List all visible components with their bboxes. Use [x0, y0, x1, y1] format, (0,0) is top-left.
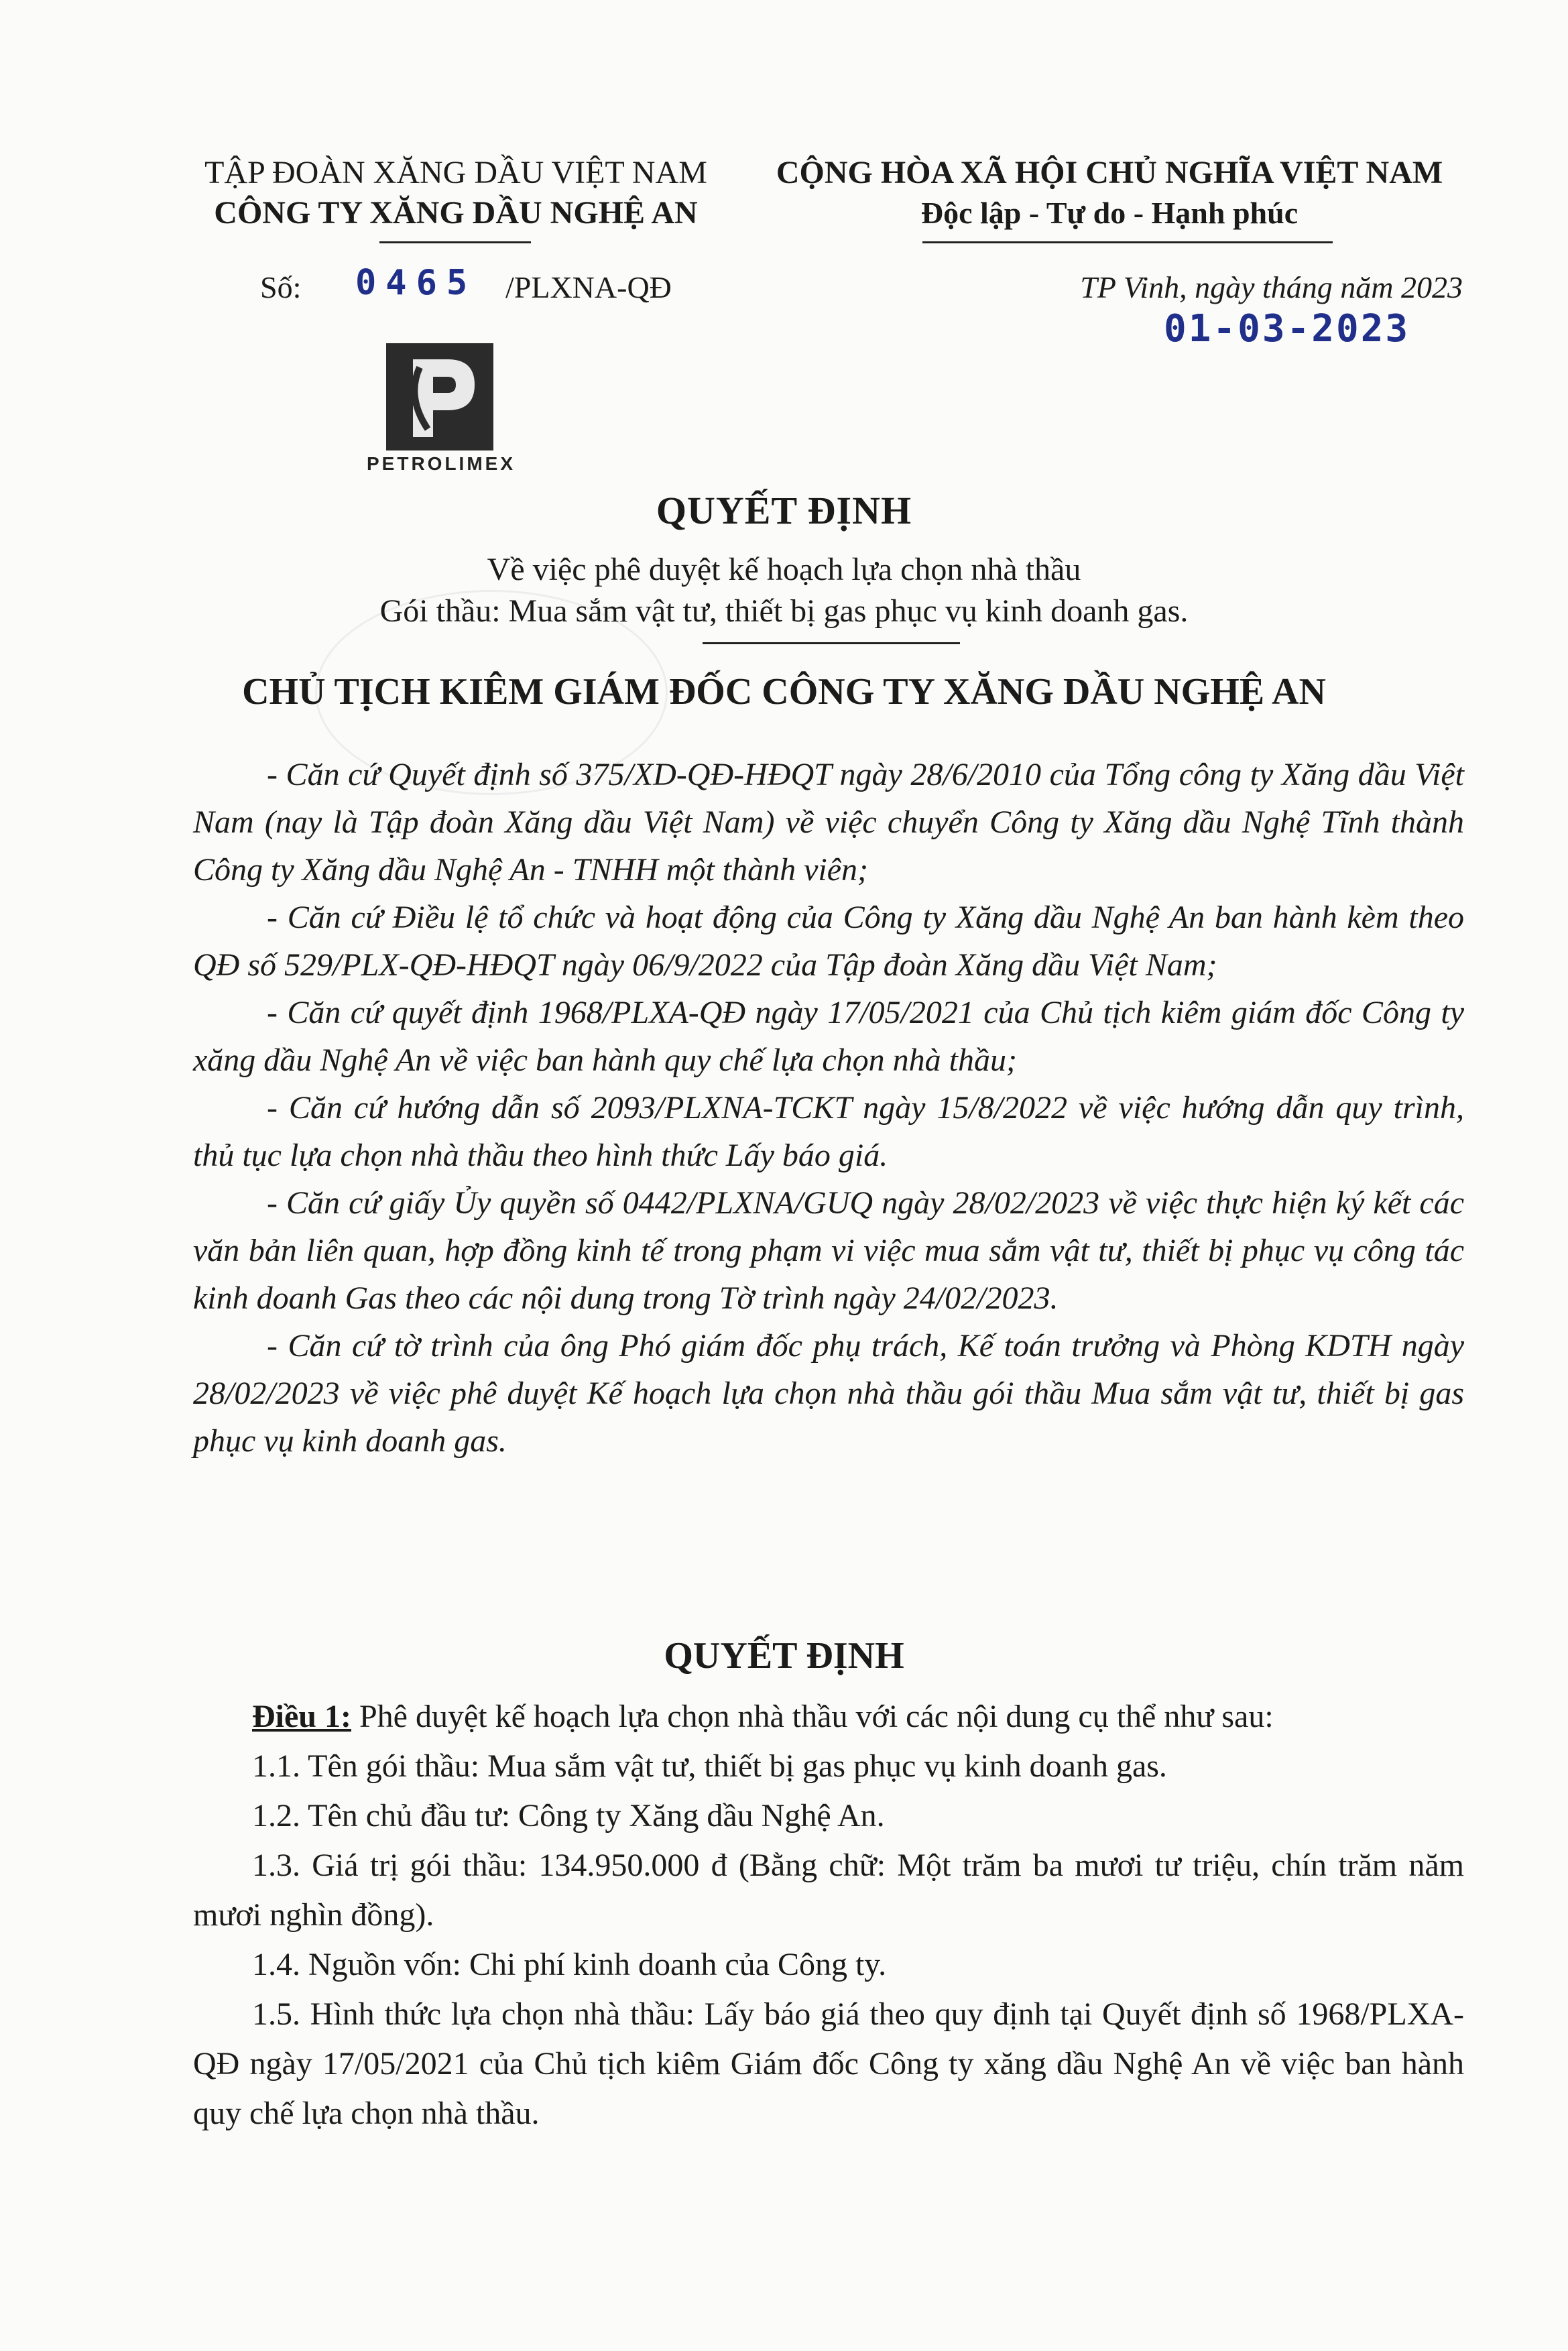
document-number-suffix: /PLXNA-QĐ: [505, 270, 672, 304]
issuing-organization: [161, 153, 751, 233]
country-name: CỘNG HÒA XÃ HỘI CHỦ NGHĨA VIỆT NAM: [776, 155, 1443, 190]
document-number-stamp: 0465: [355, 263, 477, 303]
company-name: CÔNG TY XĂNG DẦU NGHỆ AN: [214, 195, 698, 231]
petrolimex-logo-icon: [386, 343, 493, 450]
place-and-date: TP Vinh, ngày tháng năm 2023: [1080, 270, 1463, 304]
decision-heading: QUYẾT ĐỊNH: [664, 1635, 904, 1677]
header-left-underline: [379, 241, 531, 243]
article-item: 1.3. Giá trị gói thầu: 134.950.000 đ (Bằng chữ: Một trăm ba mươi tư triệu, chín trăm năm mươi nghìn đồng).: [193, 1848, 1464, 1933]
date-stamp: 01-03-2023: [1164, 307, 1410, 351]
document-title: QUYẾT ĐỊNH: [656, 489, 912, 532]
article-item: 1.1. Tên gói thầu: Mua sắm vật tư, thiết bị gas phục vụ kinh doanh gas.: [252, 1748, 1167, 1784]
article-1-intro: [193, 1692, 1464, 1742]
parent-organization: TẬP ĐOÀN XĂNG DẦU VIỆT NAM: [204, 155, 707, 190]
legal-basis-item: - Căn cứ hướng dẫn số 2093/PLXNA-TCKT ngày 15/8/2022 về việc hướng dẫn quy trình, thủ tục lựa chọn nhà thầu theo hình thức Lấy báo giá.: [193, 1090, 1464, 1173]
article-item: 1.4. Nguồn vốn: Chi phí kinh doanh của Công ty.: [252, 1947, 887, 1982]
legal-bases: [193, 751, 1464, 1465]
national-motto: [744, 153, 1475, 233]
article-item: 1.2. Tên chủ đầu tư: Công ty Xăng dầu Nghệ An.: [252, 1798, 885, 1833]
document-subject-line2: Gói thầu: Mua sắm vật tư, thiết bị gas phục vụ kinh doanh gas.: [379, 593, 1189, 629]
legal-basis-item: - Căn cứ tờ trình của ông Phó giám đốc phụ trách, Kế toán trưởng và Phòng KDTH ngày 28/02/2023 về việc phê duyệt Kế hoạch lựa chọn nhà thầu gói thầu Mua sắm vật tư, thiết bị gas phục vụ kinh doanh gas.: [193, 1328, 1464, 1459]
legal-basis-item: - Căn cứ quyết định 1968/PLXA-QĐ ngày 17/05/2021 của Chủ tịch kiêm giám đốc Công ty xăng dầu Nghệ An về việc ban hành quy chế lựa chọn nhà thầu;: [193, 995, 1464, 1078]
legal-basis-item: - Căn cứ Điều lệ tổ chức và hoạt động của Công ty Xăng dầu Nghệ An ban hành kèm theo QĐ số 529/PLX-QĐ-HĐQT ngày 06/9/2022 của Tập đoàn Xăng dầu Việt Nam;: [193, 900, 1464, 983]
header-right-underline: [922, 241, 1333, 243]
motto: Độc lập - Tự do - Hạnh phúc: [920, 196, 1299, 230]
article-item: 1.5. Hình thức lựa chọn nhà thầu: Lấy báo giá theo quy định tại Quyết định số 1968/PLXA-QĐ ngày 17/05/2021 của Chủ tịch kiêm Giám đốc Công ty xăng dầu Nghệ An về việc ban hành quy chế lựa chọn nhà thầu.: [193, 1996, 1464, 2131]
article-1-text: Phê duyệt kế hoạch lựa chọn nhà thầu với các nội dung cụ thể như sau:: [351, 1699, 1274, 1734]
legal-basis-item: - Căn cứ Quyết định số 375/XD-QĐ-HĐQT ngày 28/6/2010 của Tổng công ty Xăng dầu Việt Nam (nay là Tập đoàn Xăng dầu Việt Nam) về việc chuyển Công ty Xăng dầu Nghệ Tĩnh thành Công ty Xăng dầu Nghệ An - TNHH một thành viên;: [193, 757, 1464, 888]
article-1: [193, 1692, 1464, 2138]
subject-underline: [703, 642, 960, 644]
legal-basis-item: - Căn cứ giấy Ủy quyền số 0442/PLXNA/GUQ ngày 28/02/2023 về việc thực hiện ký kết các văn bản liên quan, hợp đồng kinh tế trong phạm vi việc mua sắm vật tư, thiết bị phục vụ công tác kinh doanh Gas theo các nội dung trong Tờ trình ngày 24/02/2023.: [193, 1185, 1464, 1316]
issuing-authority: CHỦ TỊCH KIÊM GIÁM ĐỐC CÔNG TY XĂNG DẦU NGHỆ AN: [242, 671, 1326, 713]
logo-wordmark: PETROLIMEX: [366, 453, 516, 474]
document-subject-line1: Về việc phê duyệt kế hoạch lựa chọn nhà thầu: [487, 552, 1081, 587]
document-number-label: Số:: [260, 270, 302, 304]
article-1-label: Điều 1:: [252, 1699, 351, 1734]
